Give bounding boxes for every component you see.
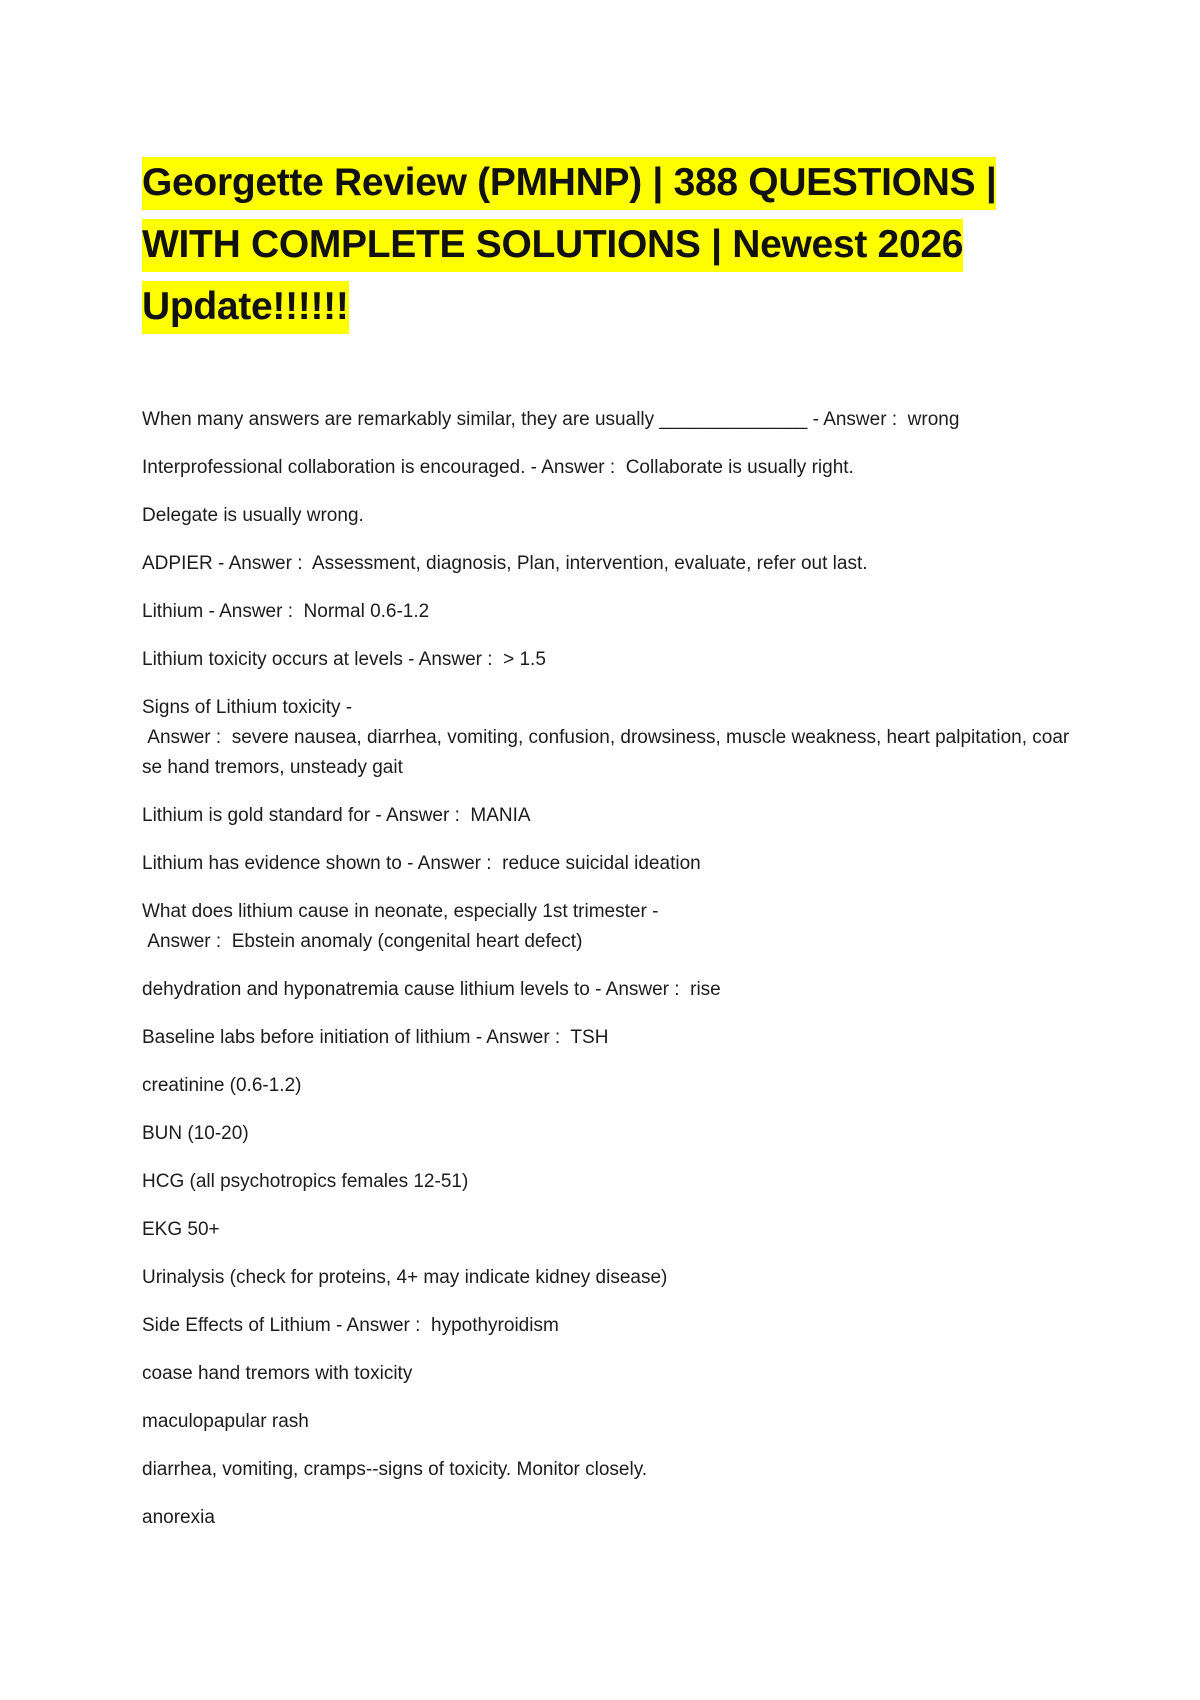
qa-line: When many answers are remarkably similar, they are usually ______________ - Answer : wrong — [142, 409, 960, 430]
qa-line: diarrhea, vomiting, cramps--signs of toxicity. Monitor closely. — [142, 1459, 648, 1480]
qa-line: Lithium has evidence shown to - Answer : reduce suicidal ideation — [142, 853, 701, 874]
qa-line: Delegate is usually wrong. — [142, 505, 364, 526]
qa-line: ADPIER - Answer : Assessment, diagnosis, Plan, intervention, evaluate, refer out last. — [142, 553, 868, 574]
qa-line: HCG (all psychotropics females 12-51) — [142, 1171, 469, 1192]
document-title — [142, 152, 1042, 338]
qa-line: BUN (10-20) — [142, 1123, 249, 1144]
qa-list — [142, 405, 1072, 1551]
qa-line: Lithium is gold standard for - Answer : MANIA — [142, 805, 531, 826]
qa-line: coase hand tremors with toxicity — [142, 1363, 413, 1384]
qa-line: creatinine (0.6-1.2) — [142, 1075, 302, 1096]
qa-line: Urinalysis (check for proteins, 4+ may indicate kidney disease) — [142, 1267, 668, 1288]
qa-line: dehydration and hyponatremia cause lithium levels to - Answer : rise — [142, 979, 721, 1000]
qa-line: Signs of Lithium toxicity - Answer : severe nausea, diarrhea, vomiting, confusion, drowsiness, muscle weakness, heart palpitation, coarse hand tremors, unsteady gait — [142, 697, 1070, 778]
qa-line: anorexia — [142, 1507, 215, 1528]
qa-line: Side Effects of Lithium - Answer : hypothyroidism — [142, 1315, 559, 1336]
qa-line: What does lithium cause in neonate, especially 1st trimester - Answer : Ebstein anomaly (congenital heart defect) — [142, 901, 659, 952]
title-highlight: Georgette Review (PMHNP) | 388 QUESTIONS | WITH COMPLETE SOLUTIONS | Newest 2026 Update!!!!!! — [142, 157, 996, 334]
qa-line: Interprofessional collaboration is encouraged. - Answer : Collaborate is usually right. — [142, 457, 854, 478]
qa-line: Baseline labs before initiation of lithium - Answer : TSH — [142, 1027, 609, 1048]
qa-line: EKG 50+ — [142, 1219, 220, 1240]
qa-line: Lithium - Answer : Normal 0.6-1.2 — [142, 601, 430, 622]
qa-line: maculopapular rash — [142, 1411, 309, 1432]
qa-line: Lithium toxicity occurs at levels - Answer : > 1.5 — [142, 649, 546, 670]
